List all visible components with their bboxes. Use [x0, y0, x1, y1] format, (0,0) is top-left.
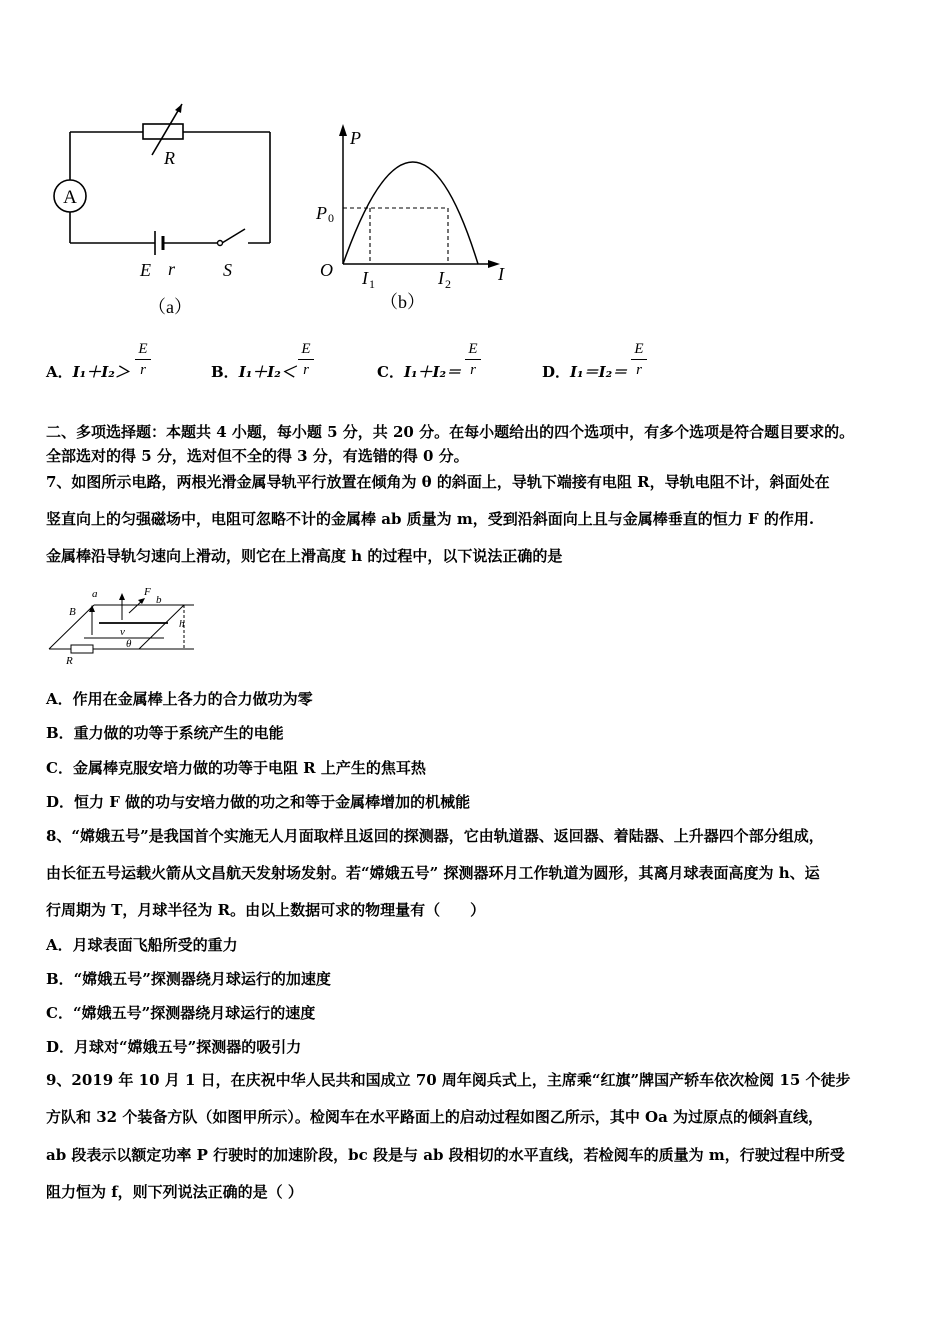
q7-option-a[interactable]: A．作用在金属棒上各力的合力做功为零 — [46, 690, 313, 708]
angle-label-theta: θ — [126, 638, 132, 650]
field-label-b: B — [69, 606, 76, 618]
q7-stem-line3: 金属棒沿导轨匀速向上滑动，则它在上滑高度 h 的过程中，以下说法正确的是 — [46, 547, 563, 565]
q8-stem-line2: 由长征五号运载火箭从文昌航天发射场发射。若“嫦娥五号” 探测器环月工作轨道为圆形，其离月球表面高度为 h、运 — [46, 864, 820, 882]
q9-stem-line4: 阻力恒为 f，则下列说法正确的是（ ） — [46, 1183, 303, 1201]
i1-label: I — [362, 268, 368, 288]
i2-subscript: 2 — [445, 277, 451, 291]
inclined-rails-diagram — [44, 583, 204, 668]
q9-stem-line1: 9、2019 年 10 月 1 日，在庆祝中华人民共和国成立 70 周年阅兵式上，主席乘“红旗”牌国产轿车依次检阅 15 个徒步 — [46, 1071, 851, 1089]
resistor-label: R — [164, 148, 175, 168]
q8-option-d[interactable]: D．月球对“嫦娥五号”探测器的吸引力 — [46, 1038, 302, 1056]
q8-option-c[interactable]: C．“嫦娥五号”探测器绕月球运行的速度 — [46, 1004, 316, 1022]
force-label-f: F — [144, 586, 151, 598]
q7-option-b[interactable]: B．重力做的功等于系统产生的电能 — [46, 724, 284, 742]
q8-stem-line3: 行周期为 T，月球半径为 R。由以上数据可求的物理量有（ ） — [46, 901, 486, 919]
q8-stem-line1: 8、“嫦娥五号”是我国首个实施无人月面取样且返回的探测器，它由轨道器、返回器、着陆器、上升器四个部分组成， — [46, 827, 824, 845]
switch — [222, 229, 245, 243]
section2-heading-line2: 全部选对的得 5 分，选对但不全的得 3 分，有选错的得 0 分。 — [46, 447, 469, 465]
y-axis-label: P — [350, 128, 361, 148]
q9-stem-line3: ab 段表示以额定功率 P 行驶时的加速阶段，bc 段是与 ab 段相切的水平直线，若检阅车的质量为 m，行驶过程中所受 — [46, 1146, 845, 1164]
figure-a-caption: （a） — [148, 297, 192, 317]
q6-option-d-fraction: $\frac{E}{r}$ — [631, 339, 647, 380]
section2-heading-line1: 二、多项选择题：本题共 4 小题，每小题 5 分，共 20 分。在每小题给出的四个选项中，有多个选项是符合题目要求的。 — [46, 423, 855, 441]
i1-subscript: 1 — [369, 277, 375, 291]
resistor-r — [71, 645, 93, 653]
power-curve — [343, 162, 478, 264]
resistor-label-r: R — [66, 655, 73, 667]
x-axis-label: I — [498, 264, 504, 284]
q8-option-a[interactable]: A．月球表面飞船所受的重力 — [46, 936, 238, 954]
ammeter-label: A — [63, 187, 77, 208]
switch-label: S — [223, 260, 232, 280]
q6-option-b[interactable]: B．I₁＋I₂＜ — [211, 363, 296, 381]
figure-b-caption: （b） — [380, 292, 425, 312]
emf-label: E — [140, 260, 151, 280]
q8-option-b[interactable]: B．“嫦娥五号”探测器绕月球运行的加速度 — [46, 970, 331, 988]
q9-stem-line2: 方队和 32 个装备方队（如图甲所示）。检阅车在水平路面上的启动过程如图乙所示，其中 Oa 为过原点的倾斜直线， — [46, 1108, 824, 1126]
rail-label-a: a — [92, 588, 98, 600]
q6-option-c-fraction: $\frac{E}{r}$ — [465, 339, 481, 380]
p0-label: P — [316, 203, 327, 223]
internal-resistance-label: r — [168, 259, 176, 279]
circuit-diagram — [40, 95, 290, 325]
rail-label-b: b — [156, 594, 162, 606]
q6-option-a[interactable]: A．I₁＋I₂＞ — [46, 363, 130, 381]
i2-label: I — [438, 268, 444, 288]
velocity-label-v: v — [120, 626, 125, 638]
q6-option-d[interactable]: D．I₁＝I₂＝ — [542, 363, 628, 381]
q7-option-d[interactable]: D．恒力 F 做的功与安培力做的功之和等于金属棒增加的机械能 — [46, 793, 471, 811]
p0-subscript: 0 — [328, 211, 334, 225]
height-label-h: h — [179, 618, 185, 630]
q6-option-a-fraction: $\frac{E}{r}$ — [135, 339, 151, 380]
q7-stem-line1: 7、如图所示电路，两根光滑金属导轨平行放置在倾角为 θ 的斜面上，导轨下端接有电阻 R，导轨电阻不计，斜面处在 — [46, 473, 830, 491]
q7-stem-line2: 竖直向上的匀强磁场中，电阻可忽略不计的金属棒 ab 质量为 m，受到沿斜面向上且与金属棒垂直的恒力 F 的作用. — [46, 510, 815, 528]
power-current-graph — [310, 118, 530, 328]
origin-label: O — [320, 260, 333, 280]
q7-option-c[interactable]: C．金属棒克服安培力做的功等于电阻 R 上产生的焦耳热 — [46, 759, 426, 777]
q6-option-c[interactable]: C．I₁＋I₂＝ — [377, 363, 462, 381]
q6-option-b-fraction: $\frac{E}{r}$ — [298, 339, 314, 380]
